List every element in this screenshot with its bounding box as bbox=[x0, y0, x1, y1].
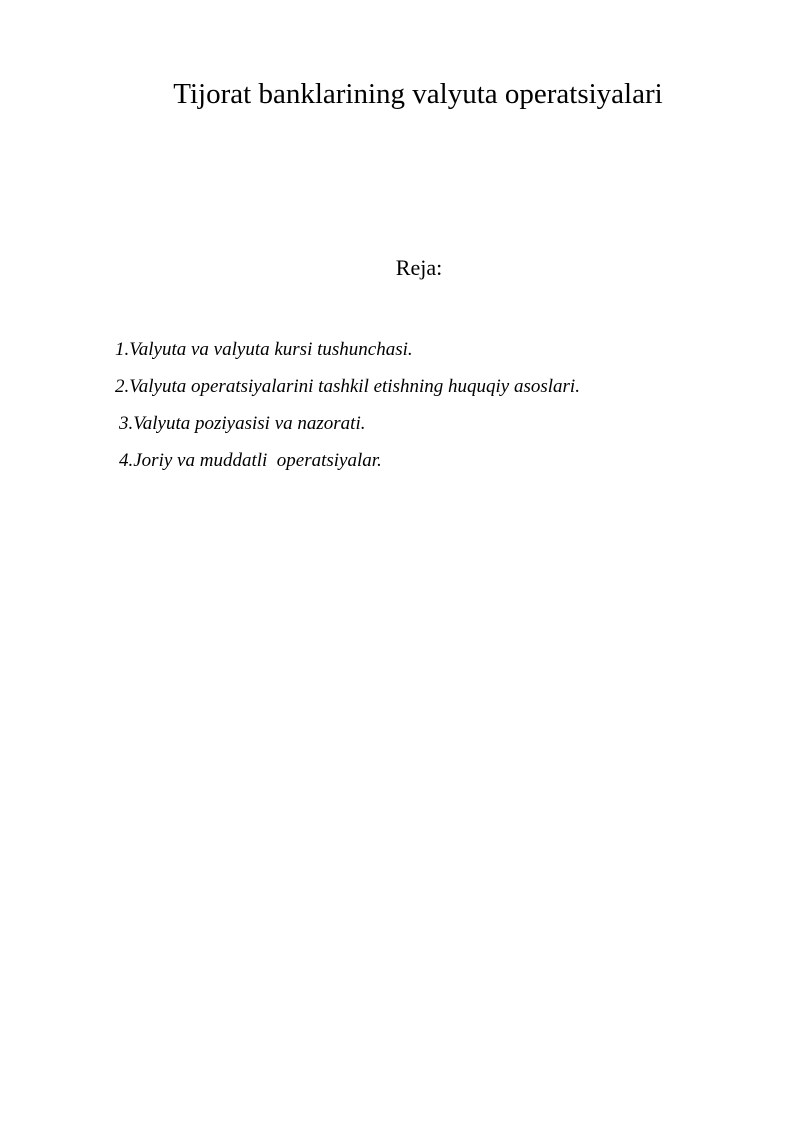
plan-item-2: 2.Valyuta operatsiyalarini tashkil etishning huquqiy asoslari. bbox=[115, 376, 580, 397]
plan-item-3: 3.Valyuta poziyasisi va nazorati. bbox=[119, 413, 366, 434]
plan-item-1: 1.Valyuta va valyuta kursi tushunchasi. bbox=[115, 339, 413, 360]
document-title: Tijorat banklarining valyuta operatsiyalari bbox=[173, 78, 663, 110]
plan-list bbox=[0, 331, 800, 479]
plan-item-4: 4.Joriy va muddatli operatsiyalar. bbox=[119, 450, 382, 471]
plan-heading: Reja: bbox=[395, 255, 443, 280]
